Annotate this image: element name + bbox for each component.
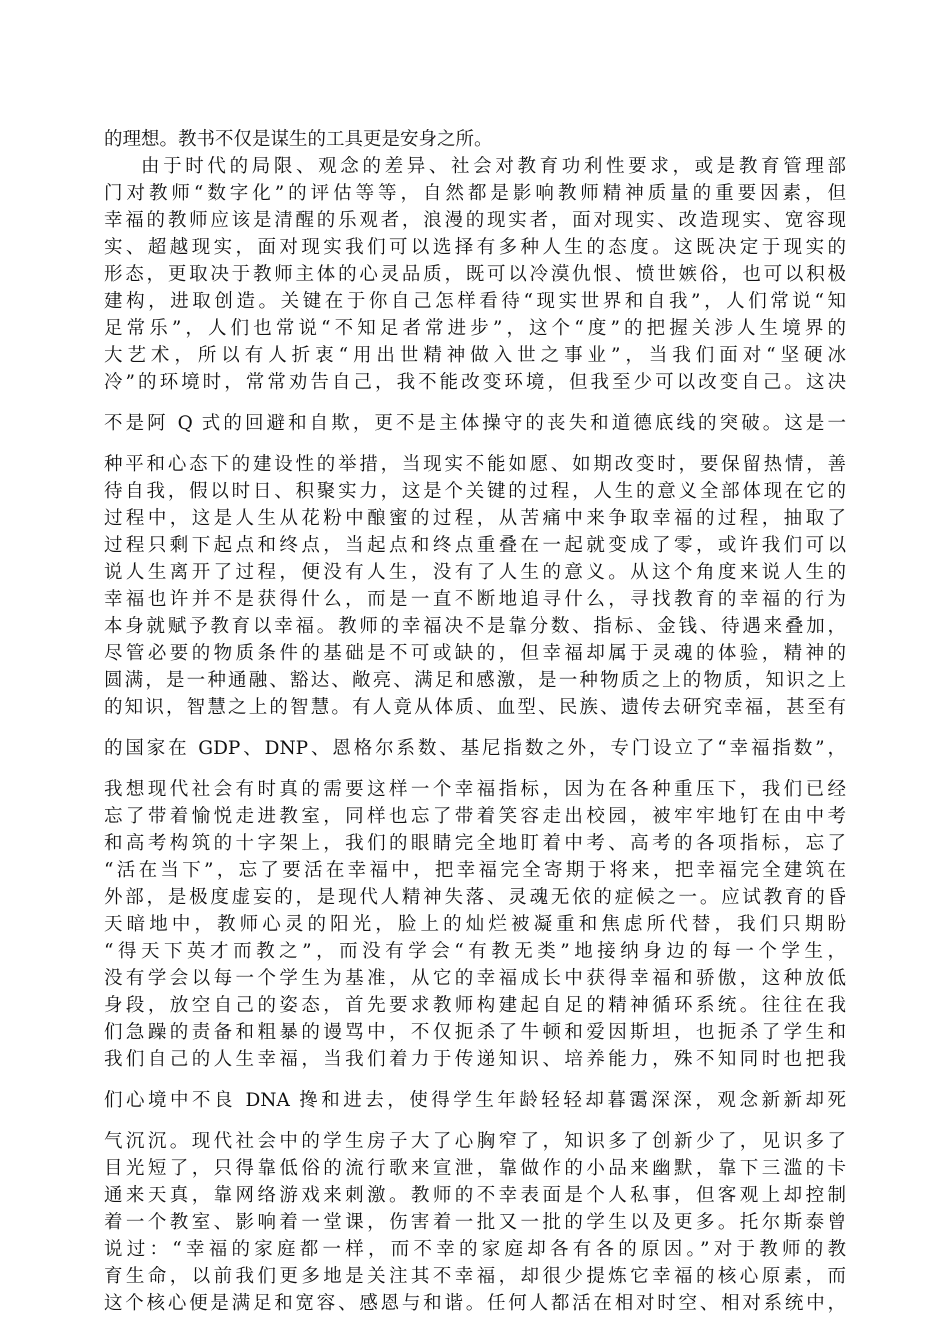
text-line: “活在当下”，忘了要活在幸福中，把幸福完全寄期于将来，把幸福完全建筑在: [104, 860, 846, 881]
text-line: 形态，更取决于教师主体的心灵品质，既可以冷漠仇恨、愤世嫉俗，也可以积极: [104, 264, 846, 285]
paragraph-first-line: 由于时代的局限、观念的差异、社会对教育功利性要求，或是教育管理部: [141, 156, 846, 177]
text-line: 身段，放空自己的姿态，首先要求教师构建起自足的精神循环系统。往往在我: [104, 995, 846, 1016]
text-line: 幸福的教师应该是清醒的乐观者，浪漫的现实者，面对现实、改造现实、宽容现: [104, 210, 846, 231]
text-line: 们急躁的责备和粗暴的谩骂中，不仅扼杀了牛顿和爱因斯坦，也扼杀了学生和: [104, 1022, 846, 1043]
text-line: 们心境中不良 DNA 搀和进去，使得学生年龄轻轻却暮霭深深，观念新新却死: [104, 1090, 846, 1111]
text-line: 门对教师“数字化”的评估等等，自然都是影响教师精神质量的重要因素，但: [104, 183, 846, 204]
text-line: 过程中，这是人生从花粉中酿蜜的过程，从苦痛中来争取幸福的过程，抽取了: [104, 508, 846, 529]
text-line: 目光短了，只得靠低俗的流行歌来宣泄，靠做作的小品来幽默，靠下三滥的卡: [104, 1158, 846, 1179]
text-line: 通来天真，靠网络游戏来刺激。教师的不幸表面是个人私事，但客观上却控制: [104, 1185, 846, 1206]
text-line: 着一个教室、影响着一堂课，伤害着一批又一批的学生以及更多。托尔斯泰曾: [104, 1212, 846, 1233]
document-page: [104, 126, 846, 1317]
text-line: 待自我，假以时日、积聚实力，这是个关键的过程，人生的意义全部体现在它的: [104, 481, 846, 502]
text-line: 没有学会以每一个学生为基准，从它的幸福成长中获得幸福和骄傲，这种放低: [104, 968, 846, 989]
text-line: 我们自己的人生幸福，当我们着力于传递知识、培养能力，殊不知同时也把我: [104, 1049, 846, 1070]
text-line: 说过：“幸福的家庭都一样，而不幸的家庭却各有各的原因。”对于教师的教: [104, 1239, 846, 1260]
text-line: 育生命，以前我们更多地是关注其不幸福，却很少提炼它幸福的核心原素，而: [104, 1266, 846, 1287]
text-line: 本身就赋予教育以幸福。教师的幸福决不是靠分数、指标、金钱、待遇来叠加，: [104, 616, 846, 637]
text-line: 不是阿 Q 式的回避和自欺，更不是主体操守的丧失和道德底线的突破。这是一: [104, 413, 846, 434]
text-line: 这个核心便是满足和宽容、感恩与和谐。任何人都活在相对时空、相对系统中，: [104, 1293, 846, 1314]
text-line: 建构，进取创造。关键在于你自己怎样看待“现实世界和自我”，人们常说“知: [104, 291, 846, 312]
text-line: 的理想。教书不仅是谋生的工具更是安身之所。: [104, 129, 493, 150]
text-line: 种平和心态下的建设性的举措，当现实不能如愿、如期改变时，要保留热情，善: [104, 454, 846, 475]
text-line: 说人生离开了过程，便没有人生，没有了人生的意义。从这个角度来说人生的: [104, 562, 846, 583]
text-line: 我想现代社会有时真的需要这样一个幸福指标，因为在各种重压下，我们已经: [104, 779, 846, 800]
text-line: 的知识，智慧之上的智慧。有人竟从体质、血型、民族、遗传去研究幸福，甚至有: [104, 697, 846, 718]
text-line: 实、超越现实，面对现实我们可以选择有多种人生的态度。这既决定于现实的: [104, 237, 846, 258]
text-line: 的国家在 GDP、DNP、恩格尔系数、基尼指数之外，专门设立了“幸福指数”，: [104, 738, 846, 759]
text-line: 幸福也许并不是获得什么，而是一直不断地追寻什么，寻找教育的幸福的行为: [104, 589, 846, 610]
text-line: “得天下英才而教之”，而没有学会“有教无类”地接纳身边的每一个学生，: [104, 941, 846, 962]
text-line: 忘了带着愉悦走进教室，同样也忘了带着笑容走出校园，被牢牢地钉在由中考: [104, 806, 846, 827]
text-line: 圆满，是一种通融、豁达、敞亮、满足和感激，是一种物质之上的物质，知识之上: [104, 670, 846, 691]
text-line: 冷”的环境时，常常劝告自己，我不能改变环境，但我至少可以改变自己。这决: [104, 372, 846, 393]
text-line: 过程只剩下起点和终点，当起点和终点重叠在一起就变成了零，或许我们可以: [104, 535, 846, 556]
text-line: 外部，是极度虚妄的，是现代人精神失落、灵魂无依的症候之一。应试教育的昏: [104, 887, 846, 908]
text-line: 尽管必要的物质条件的基础是不可或缺的，但幸福却属于灵魂的体验，精神的: [104, 643, 846, 664]
text-line: 气沉沉。现代社会中的学生房子大了心胸窄了，知识多了创新少了，见识多了: [104, 1131, 846, 1152]
text-line: 足常乐”，人们也常说“不知足者常进步”，这个“度”的把握关涉人生境界的: [104, 318, 846, 339]
text-line: 和高考构筑的十字架上，我们的眼睛完全地盯着中考、高考的各项指标，忘了: [104, 833, 846, 854]
text-line: 大艺术，所以有人折衷“用出世精神做入世之事业”，当我们面对“坚硬冰: [104, 345, 846, 366]
text-line: 天暗地中，教师心灵的阳光，脸上的灿烂被凝重和焦虑所代替，我们只期盼: [104, 914, 846, 935]
